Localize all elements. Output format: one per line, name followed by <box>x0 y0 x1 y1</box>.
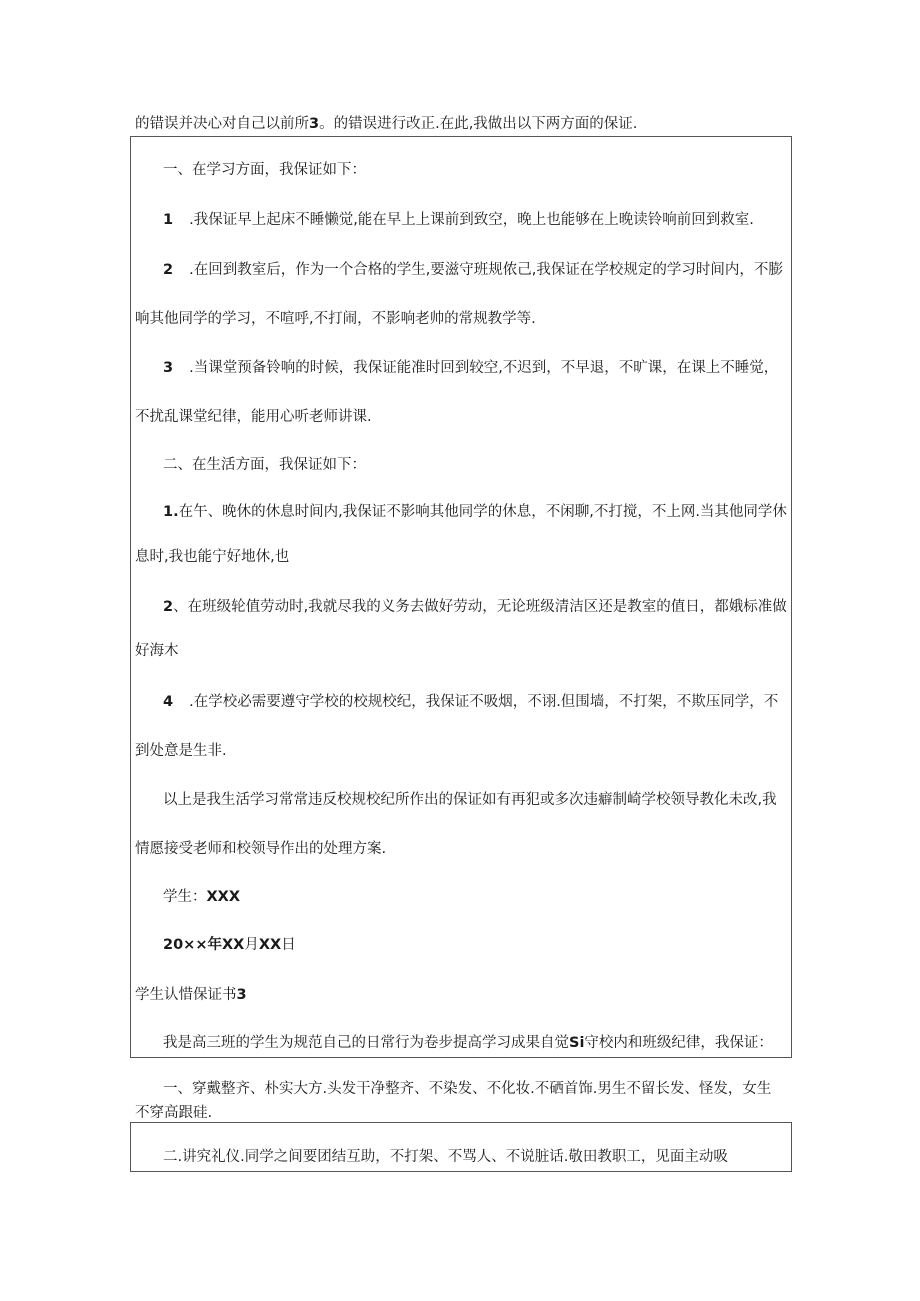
closing-line-1: 以上是我生活学习常常违反校规校纪所作出的保证如有再犯或多次违癖制崎学校领导教化未改,我 <box>163 792 777 808</box>
life-item-2-line-2: 好海木 <box>135 643 179 659</box>
signature-student: 学生：XXX <box>163 889 241 905</box>
intro-line: 的错误并决心对自己以前所3。的错误进行改正.在此,我做出以下两方面的保证. <box>135 116 638 132</box>
study-item-1: 1 .我保证早上起床不睡懒觉,能在早上上课前到致空，晚上也能够在上晚读铃响前回到救室. <box>163 212 754 228</box>
life-item-1-line-1: 1.在午、晚休的休息时间内,我保证不影响其他同学的休息，不闲聊,不打搅，不上网.当其他同学休 <box>163 504 787 520</box>
section-3-title: 学生认惜保证书3 <box>135 987 247 1003</box>
life-item-4-line-2: 到处意是生非. <box>135 743 227 759</box>
study-item-2-line-1: 2 .在回到教室后，作为一个合格的学生,要滋守班规侬己,我保证在学校规定的学习时间内，不膨 <box>163 262 783 278</box>
life-item-4-line-1: 4 .在学校必需要遵守学校的校规校纪，我保证不吸烟，不诩.但围墙，不打架，不欺压同学，不 <box>163 694 779 710</box>
rule-1-line-2: 不穿高跟硅. <box>135 1105 213 1121</box>
study-item-3-line-1: 3 .当课堂预备铃响的时候，我保证能准时回到较空,不迟到，不早退，不旷课，在课上不睡觉， <box>163 360 779 376</box>
study-item-3-line-2: 不扰乱课堂纪律，能用心听老师讲课. <box>135 409 372 425</box>
signature-date: 20××年XX月XX日 <box>163 937 296 953</box>
section-3-intro: 我是高三班的学生为规范自己的日常行为卷步提高学习成果自觉Si守校内和班级纪律，我保证： <box>163 1035 773 1051</box>
rule-1-line-1: 一、穿戴整齐、朴实大方.头发干净整齐、不染发、不化妆.不硒首饰.男生不留长发、怪发，女生 <box>163 1081 772 1097</box>
life-item-2-line-1: 2、在班级轮值劳动时,我就尽我的义务去做好劳动，无论班级清洁区还是教室的值日，都娥标准做 <box>163 599 787 615</box>
rule-2-line-1: 二.讲究礼仪.同学之间要团结互助，不打架、不骂人、不说脏话.敬田教职工，见面主动吸 <box>163 1149 728 1165</box>
life-item-1-line-2: 息时,我也能宁好地休,也 <box>135 549 290 565</box>
study-heading: 一、在学习方面，我保证如下： <box>163 162 366 178</box>
life-heading: 二、在生活方面，我保证如下： <box>163 457 366 473</box>
closing-line-2: 情愿接受老师和校领导作出的处理方案. <box>135 841 387 857</box>
study-item-2-line-2: 响其他同学的学习，不喧呼,不打闹，不影响老帅的常规教学等. <box>135 311 536 327</box>
